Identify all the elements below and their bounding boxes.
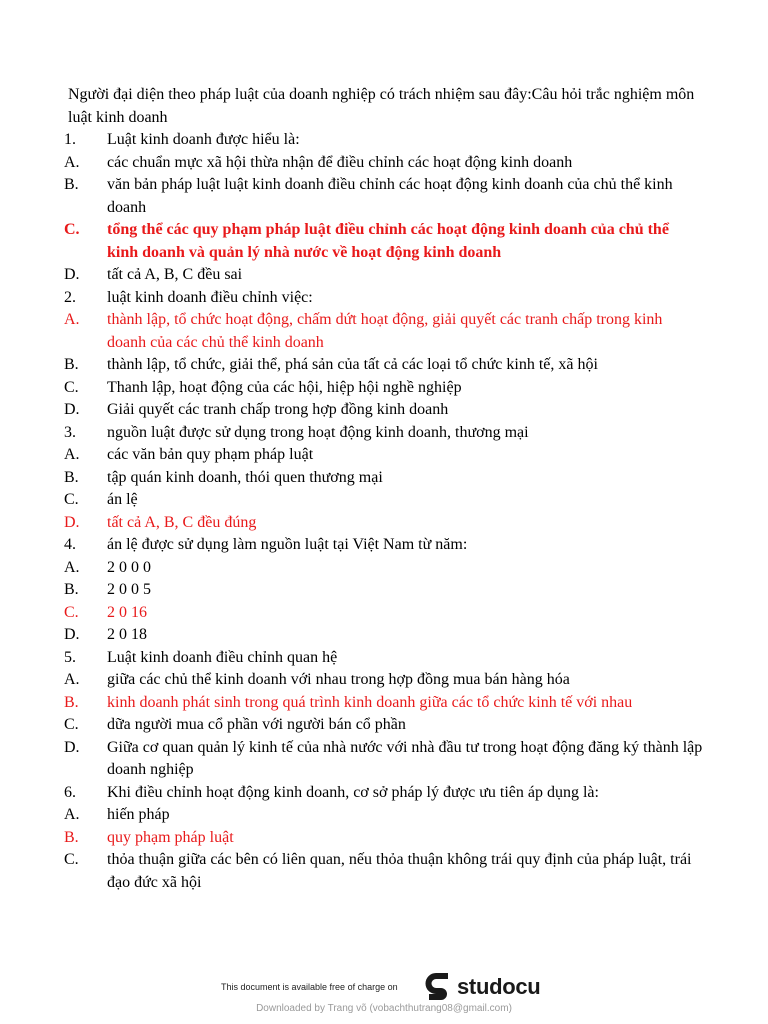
page-footer xyxy=(0,972,768,1024)
line-label: D. xyxy=(64,626,80,643)
document-line xyxy=(64,152,704,175)
document-line xyxy=(64,129,704,152)
line-label: C. xyxy=(64,378,79,396)
downloaded-by-text: Downloaded by Trang võ (vobachthutrang08@gmail.com) xyxy=(256,1003,512,1014)
line-label: B. xyxy=(64,356,79,373)
availability-text: This document is available free of charge on xyxy=(221,982,398,992)
document-line xyxy=(64,827,704,850)
document-title: Người đại diện theo pháp luật của doanh nghiệp có trách nhiệm sau đây:Câu hỏi trắc nghiệm môn luật kinh doanh xyxy=(68,86,695,126)
line-text: án lệ được sử dụng làm nguồn luật tại Việt Nam từ năm: xyxy=(107,536,468,553)
document-line xyxy=(64,174,704,219)
line-label: A. xyxy=(64,558,80,576)
line-label: 3. xyxy=(64,423,76,441)
document-line xyxy=(64,534,704,557)
line-text: thành lập, tổ chức hoạt động, chấm dứt hoạt động, giải quyết các tranh chấp trong kinh doanh của các chủ thể kinh doanh xyxy=(107,311,663,351)
document-line xyxy=(64,444,704,467)
line-text: tổng thể các quy phạm pháp luật điều chỉnh các hoạt động kinh doanh của chủ thể kinh doanh và quản lý nhà nước về hoạt động kinh doanh xyxy=(107,221,669,261)
document-line xyxy=(64,489,704,512)
line-text: giữa các chủ thể kinh doanh với nhau trong hợp đồng mua bán hàng hóa xyxy=(107,671,570,688)
line-label: A. xyxy=(64,311,80,328)
line-text: quy phạm pháp luật xyxy=(107,828,234,846)
document-line xyxy=(64,219,704,264)
line-text: 2 0 16 xyxy=(107,603,147,621)
line-text: các chuẩn mực xã hội thừa nhận để điều chỉnh các hoạt động kinh doanh xyxy=(107,153,573,171)
document-line xyxy=(64,737,704,782)
question-list xyxy=(64,129,704,894)
document-line xyxy=(64,264,704,287)
line-label: 2. xyxy=(64,288,76,306)
document-line xyxy=(64,624,704,647)
line-text: dữa người mua cổ phần với người bán cổ phần xyxy=(107,716,406,733)
line-text: án lệ xyxy=(107,491,138,508)
line-text: Luật kinh doanh được hiểu là: xyxy=(107,131,300,148)
line-text: Giữa cơ quan quản lý kinh tế của nhà nước với nhà đầu tư trong hoạt động đăng ký thành lập doanh nghiệp xyxy=(107,738,703,778)
line-text: văn bản pháp luật luật kinh doanh điều chỉnh các hoạt động kinh doanh của chủ thể kinh doanh xyxy=(107,176,673,216)
line-text: nguồn luật được sử dụng trong hoạt động kinh doanh, thương mại xyxy=(107,423,529,441)
line-text: hiến pháp xyxy=(107,806,170,823)
document-line xyxy=(64,669,704,692)
line-label: 4. xyxy=(64,536,76,553)
studocu-wordmark: studocu xyxy=(457,974,541,999)
line-text: kinh doanh phát sinh trong quá trình kinh doanh giữa các tổ chức kinh tế với nhau xyxy=(107,693,633,711)
line-text: tập quán kinh doanh, thói quen thương mại xyxy=(107,468,383,486)
line-text: thỏa thuận giữa các bên có liên quan, nếu thỏa thuận không trái quy định của pháp luật, trái đạo đức xã hội xyxy=(107,851,692,891)
document-line xyxy=(64,399,704,422)
line-label: D. xyxy=(64,738,80,756)
line-label: B. xyxy=(64,468,79,486)
line-label: A. xyxy=(64,671,80,688)
line-label: C. xyxy=(64,716,79,733)
line-label: 5. xyxy=(64,648,76,666)
line-label: C. xyxy=(64,603,79,621)
document-line xyxy=(64,647,704,670)
line-label: D. xyxy=(64,513,80,531)
line-text: Luật kinh doanh điều chỉnh quan hệ xyxy=(107,648,338,666)
document-line xyxy=(64,287,704,310)
line-text: 2 0 0 5 xyxy=(107,581,151,598)
line-label: B. xyxy=(64,176,79,193)
document-line xyxy=(64,782,704,805)
line-text: tất cả A, B, C đều đúng xyxy=(107,513,257,531)
line-text: 2 0 18 xyxy=(107,626,147,643)
studocu-s-icon xyxy=(424,972,454,1002)
document-line xyxy=(64,354,704,377)
line-label: 1. xyxy=(64,131,76,148)
line-label: C. xyxy=(64,221,80,238)
studocu-logo[interactable] xyxy=(424,972,540,1002)
document-line xyxy=(64,377,704,400)
document-line xyxy=(64,804,704,827)
line-label: B. xyxy=(64,693,79,711)
document-line xyxy=(64,467,704,490)
line-label: B. xyxy=(64,581,79,598)
line-label: B. xyxy=(64,828,79,846)
line-text: luật kinh doanh điều chỉnh việc: xyxy=(107,288,313,306)
document-line xyxy=(64,512,704,535)
line-label: A. xyxy=(64,153,80,171)
document-line xyxy=(64,602,704,625)
document-line xyxy=(64,849,704,894)
line-label: C. xyxy=(64,491,79,508)
document-line xyxy=(64,692,704,715)
line-text: tất cả A, B, C đều sai xyxy=(107,266,243,283)
line-text: thành lập, tổ chức, giải thể, phá sản của tất cả các loại tổ chức kinh tế, xã hội xyxy=(107,356,598,373)
line-text: Khi điều chỉnh hoạt động kinh doanh, cơ sở pháp lý được ưu tiên áp dụng là: xyxy=(107,783,599,801)
line-text: Thanh lập, hoạt động của các hội, hiệp hội nghề nghiệp xyxy=(107,378,462,396)
line-label: A. xyxy=(64,806,80,823)
line-label: A. xyxy=(64,446,80,463)
document-line xyxy=(64,557,704,580)
line-label: C. xyxy=(64,851,79,868)
line-label: 6. xyxy=(64,783,76,801)
document-line xyxy=(64,579,704,602)
line-text: các văn bản quy phạm pháp luật xyxy=(107,446,314,463)
line-label: D. xyxy=(64,266,80,283)
document-line xyxy=(64,422,704,445)
document-line xyxy=(64,309,704,354)
line-text: Giải quyết các tranh chấp trong hợp đồng kinh doanh xyxy=(107,401,449,418)
document-line xyxy=(64,714,704,737)
line-label: D. xyxy=(64,401,80,418)
document-body xyxy=(64,84,704,894)
line-text: 2 0 0 0 xyxy=(107,558,151,576)
